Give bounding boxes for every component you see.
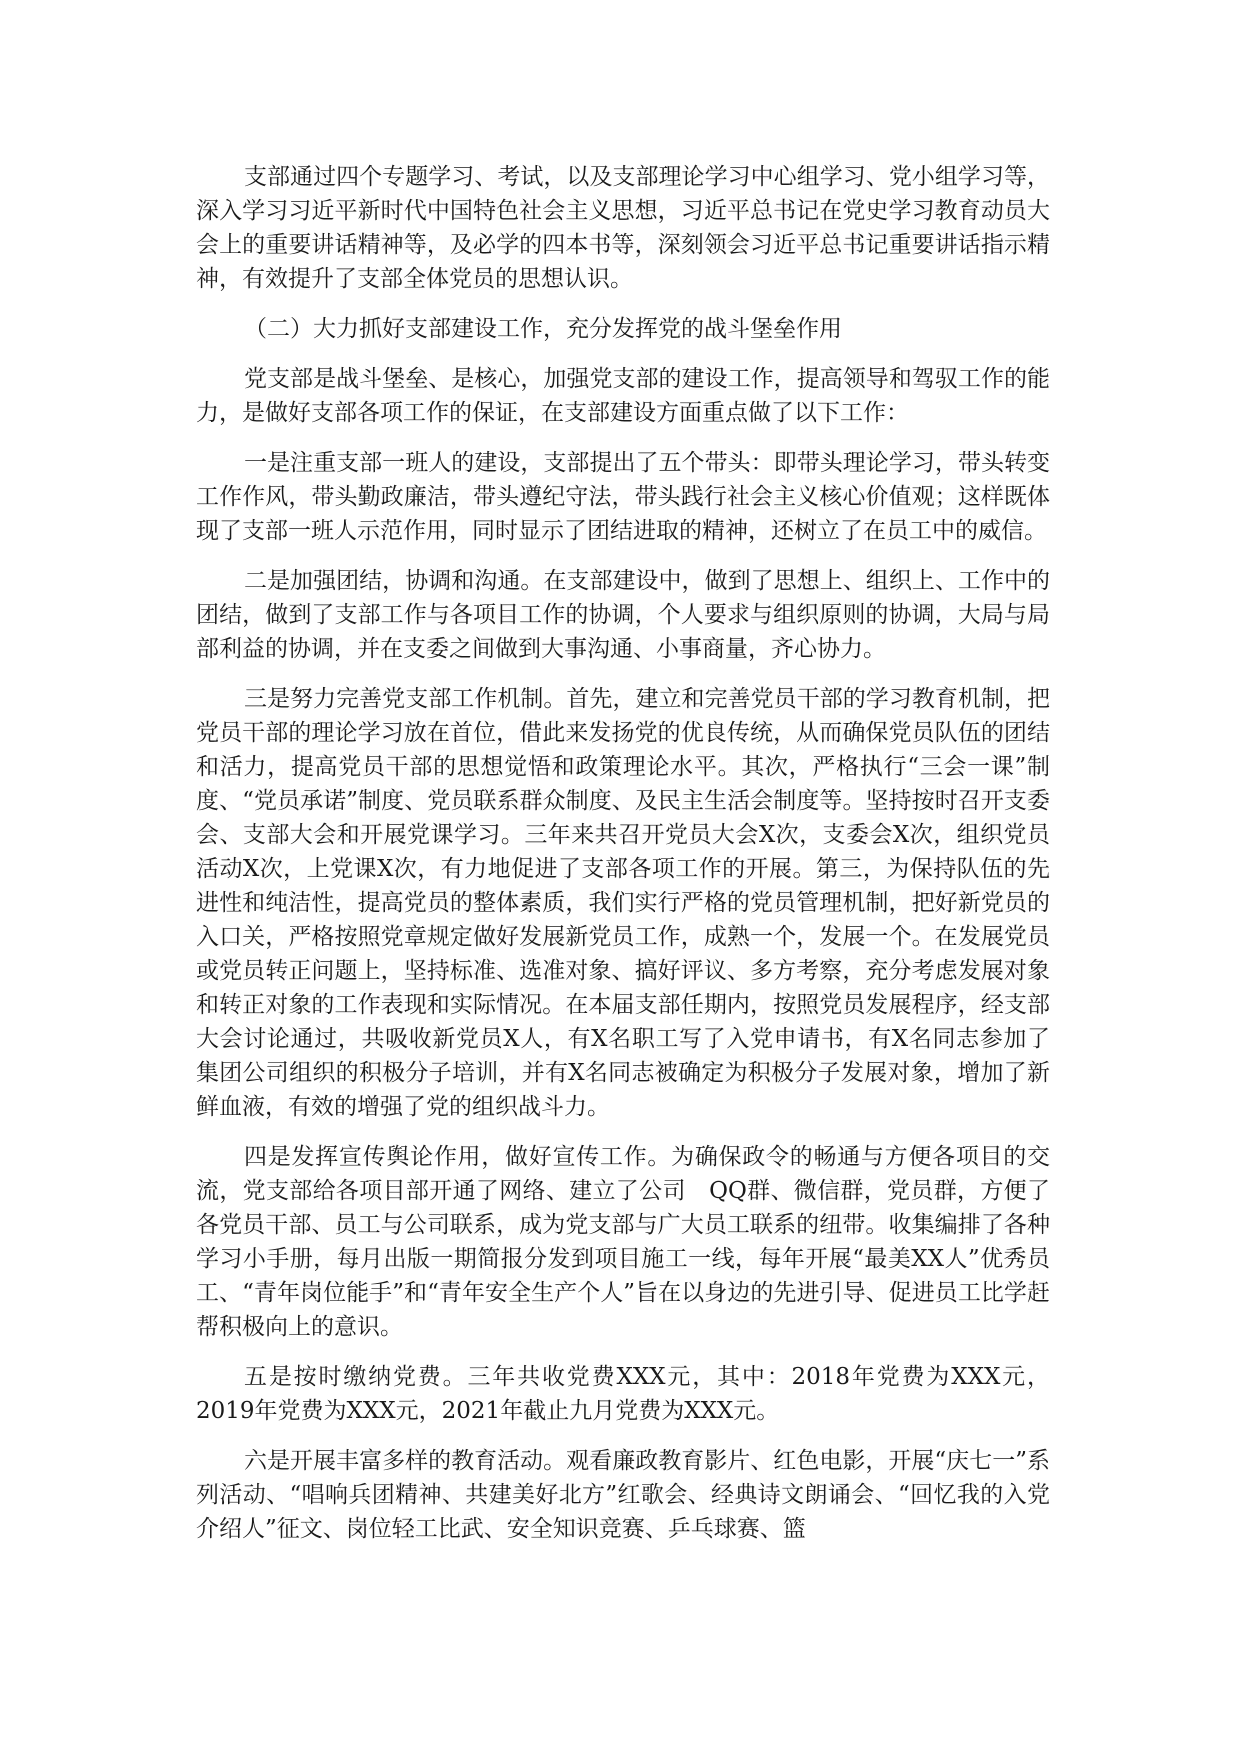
- paragraph-item-four: 四是发挥宣传舆论作用，做好宣传工作。为确保政令的畅通与方便各项目的交流，党支部给各项目部开通了网络、建立了公司 QQ群、微信群，党员群，方便了各党员干部、员工与公司联系，成为党支部与广大员工联系的纽带。收集编排了各种学习小手册，每月出版一期简报分发到项目施工一线，每年开展“最美XX人”优秀员工、“青年岗位能手”和“青年安全生产个人”旨在以身边的先进引导、促进员工比学赶帮积极向上的意识。: [196, 1144, 1050, 1340]
- paragraph-study: 支部通过四个专题学习、考试，以及支部理论学习中心组学习、党小组学习等，深入学习习近平新时代中国特色社会主义思想，习近平总书记在党史学习教育动员大会上的重要讲话精神等，及必学的四本书等，深刻领会习近平总书记重要讲话指示精神，有效提升了支部全体党员的思想认识。: [196, 164, 1050, 292]
- paragraph-item-six: 六是开展丰富多样的教育活动。观看廉政教育影片、红色电影，开展“庆七一”系列活动、“唱响兵团精神、共建美好北方”红歌会、经典诗文朗诵会、“回忆我的入党介绍人”征文、岗位轻工比武、安全知识竞赛、乒乓球赛、篮: [196, 1448, 1050, 1542]
- paragraph-item-three: 三是努力完善党支部工作机制。首先，建立和完善党员干部的学习教育机制，把党员干部的理论学习放在首位，借此来发扬党的优良传统，从而确保党员队伍的团结和活力，提高党员干部的思想觉悟和政策理论水平。其次，严格执行“三会一课”制度、“党员承诺”制度、党员联系群众制度、及民主生活会制度等。坚持按时召开支委会、支部大会和开展党课学习。三年来共召开党员大会X次，支委会X次，组织党员活动X次，上党课X次，有力地促进了支部各项工作的开展。第三，为保持队伍的先进性和纯洁性，提高党员的整体素质，我们实行严格的党员管理机制，把好新党员的入口关，严格按照党章规定做好发展新党员工作，成熟一个，发展一个。在发展党员或党员转正问题上，坚持标准、选准对象、搞好评议、多方考察，充分考虑发展对象和转正对象的工作表现和实际情况。在本届支部任期内，按照党员发展程序，经支部大会讨论通过，共吸收新党员X人，有X名职工写了入党申请书，有X名同志参加了集团公司组织的积极分子培训，并有X名同志被确定为积极分子发展对象，增加了新鲜血液，有效的增强了党的组织战斗力。: [196, 686, 1050, 1120]
- paragraph-item-five: 五是按时缴纳党费。三年共收党费XXX元，其中：2018年党费为XXX元，2019年党费为XXX元，2021年截止九月党费为XXX元。: [196, 1364, 1050, 1424]
- paragraph-item-one: 一是注重支部一班人的建设，支部提出了五个带头：即带头理论学习，带头转变工作作风，带头勤政廉洁，带头遵纪守法，带头践行社会主义核心价值观；这样既体现了支部一班人示范作用，同时显示了团结进取的精神，还树立了在员工中的威信。: [196, 450, 1050, 544]
- paragraph-branch-intro: 党支部是战斗堡垒、是核心，加强党支部的建设工作，提高领导和驾驭工作的能力，是做好支部各项工作的保证，在支部建设方面重点做了以下工作：: [196, 366, 1050, 426]
- paragraph-item-two: 二是加强团结，协调和沟通。在支部建设中，做到了思想上、组织上、工作中的团结，做到了支部工作与各项目工作的协调，个人要求与组织原则的协调，大局与局部利益的协调，并在支委之间做到大事沟通、小事商量，齐心协力。: [196, 568, 1050, 662]
- document-body: [196, 160, 1050, 1562]
- section-heading: （二）大力抓好支部建设工作，充分发挥党的战斗堡垒作用: [244, 316, 842, 342]
